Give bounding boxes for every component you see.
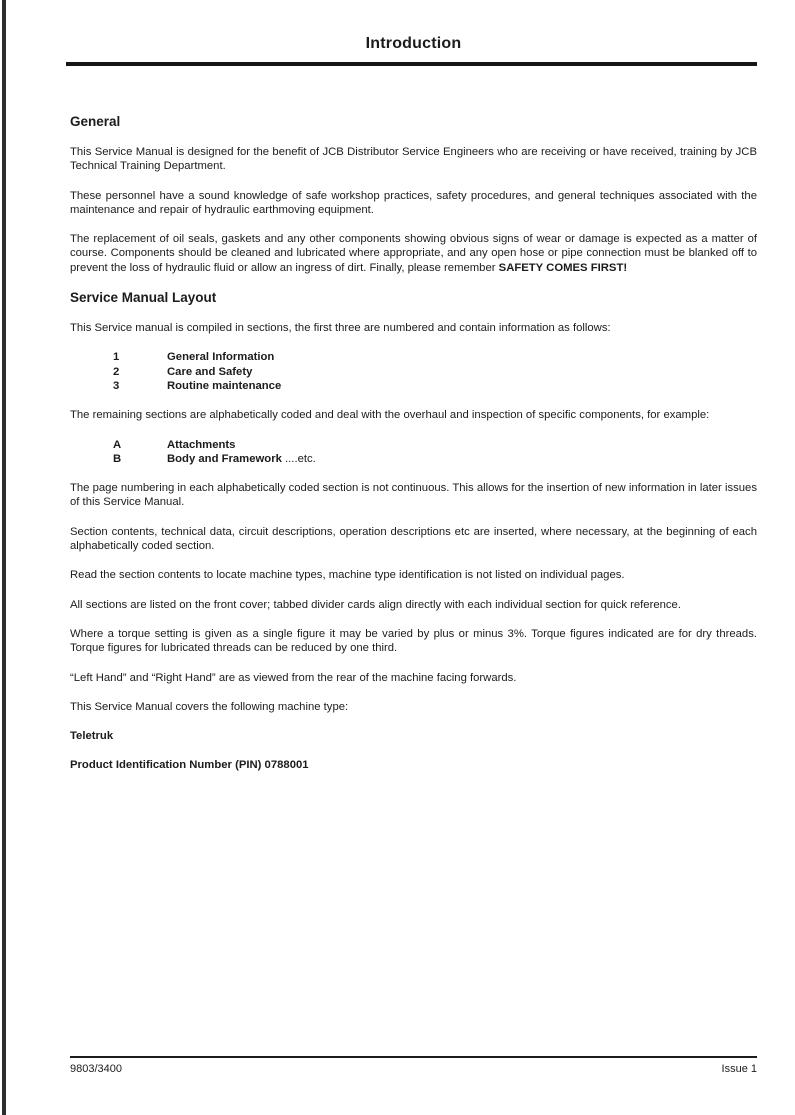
- page-body: [70, 113, 757, 773]
- list-item-letter: B: [113, 452, 122, 465]
- paragraph-layout-9: This Service Manual covers the following machine type:: [70, 700, 349, 713]
- paragraph-layout-6: All sections are listed on the front cover; tabbed divider cards align directly with each individual section for quick reference.: [70, 598, 681, 611]
- list-item-suffix: ....etc.: [281, 452, 316, 465]
- list-item-letter: A: [113, 438, 122, 451]
- header-rule: [66, 62, 757, 66]
- list-item-label: Care and Safety: [167, 365, 253, 378]
- issue-number: Issue 1: [721, 1063, 757, 1075]
- footer-row: [70, 1063, 757, 1075]
- page-footer: [70, 1056, 757, 1075]
- paragraph-layout-4: Section contents, technical data, circuit descriptions, operation descriptions etc are inserted, where necessary, at the beginning of each alphabetically coded section.: [70, 525, 757, 553]
- list-item-text: [167, 438, 235, 452]
- list-item: [70, 365, 757, 379]
- list-item-text: [167, 452, 316, 466]
- list-item: [70, 452, 757, 466]
- safety-comes-first-emphasis: SAFETY COMES FIRST!: [498, 261, 628, 274]
- list-item: [70, 350, 757, 364]
- pin-line: Product Identification Number (PIN) 0788001: [70, 759, 309, 772]
- list-item-label: Body and Framework: [167, 452, 282, 465]
- lettered-section-list: [70, 438, 757, 467]
- machine-type-line: Teletruk: [70, 730, 114, 743]
- publication-number: 9803/3400: [70, 1063, 122, 1075]
- footer-rule: [70, 1056, 757, 1058]
- paragraph-layout-1: This Service manual is compiled in sections, the first three are numbered and contain information as follows:: [70, 322, 611, 335]
- paragraph-general-2: These personnel have a sound knowledge of safe workshop practices, safety procedures, and general techniques associated with the maintenance and repair of hydraulic earthmoving equipment.: [70, 189, 757, 216]
- paragraph-layout-7: Where a torque setting is given as a single figure it may be varied by plus or minus 3%. Torque figures indicated are for dry threads. Torque figures for lubricated threads can be reduced by one third.: [70, 627, 757, 655]
- paragraph-layout-8: “Left Hand” and “Right Hand” are as viewed from the rear of the machine facing forwards.: [70, 671, 517, 684]
- list-item-number: 3: [113, 379, 120, 392]
- list-item: [70, 379, 757, 393]
- list-item-number: 1: [113, 351, 120, 364]
- numbered-section-list: [70, 350, 757, 393]
- paragraph-general-3-text: The replacement of oil seals, gaskets and any other components showing obvious signs of wear or damage is expected as a matter of course. Components should be cleaned and lubricated where appropriate, and any open hose or pipe connection must be blanked off to prevent the loss of hydraulic fluid or allow an ingress of dirt. Finally, please remember: [70, 233, 757, 274]
- page-title: Introduction: [365, 35, 462, 52]
- list-item-label: Routine maintenance: [167, 379, 282, 392]
- list-item-label: Attachments: [167, 438, 236, 451]
- section-heading-general: General: [70, 114, 121, 129]
- list-item-label: General Information: [167, 351, 275, 364]
- list-item: [70, 438, 757, 452]
- paragraph-layout-2: The remaining sections are alphabetically coded and deal with the overhaul and inspection of specific components, for example:: [70, 409, 710, 422]
- page-header: [70, 0, 757, 66]
- paragraph-general-1: This Service Manual is designed for the benefit of JCB Distributor Service Engineers who are receiving or have received, training by JCB Technical Training Department.: [70, 146, 757, 173]
- section-heading-layout: Service Manual Layout: [70, 290, 217, 306]
- paragraph-general-3: [70, 232, 757, 275]
- paragraph-layout-3: The page numbering in each alphabetically coded section is not continuous. This allows for the insertion of new information in later issues of this Service Manual.: [70, 482, 757, 509]
- paragraph-layout-5: Read the section contents to locate machine types, machine type identification is not listed on individual pages.: [70, 569, 625, 582]
- list-item-number: 2: [113, 365, 120, 378]
